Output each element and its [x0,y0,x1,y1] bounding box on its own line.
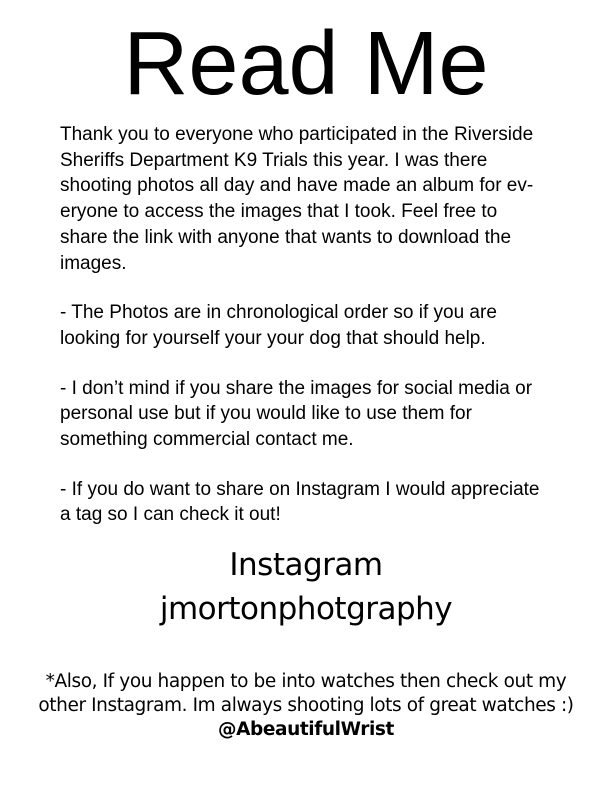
body-text [60,122,605,528]
text-line: something commercial contact me. [60,429,354,451]
text-line: share the link with anyone that wants to download the [60,226,512,248]
text-line: images. [60,252,127,274]
text-line: shooting photos all day and have made an album for ev- [60,175,534,197]
text-line: - I don’t mind if you share the images for social media or [60,377,533,399]
bullet-usage [60,376,605,453]
text-line: - The Photos are in chronological order so if you are [60,302,497,324]
instagram-block [0,543,612,631]
bullet-chronological [60,300,605,351]
watches-handle: @AbeautifulWrist [217,719,394,740]
watches-note [0,670,612,742]
text-line: eryone to access the images that I took. Feel free to [60,201,498,223]
instagram-handle: jmortonphotgraphy [159,591,453,627]
text-line: Thank you to everyone who participated in the Riverside [60,124,534,145]
page-title: Read Me [123,14,489,114]
text-line: looking for yourself your your dog that should help. [60,327,486,349]
text-line: personal use but if you would like to use them for [60,403,472,425]
note-line: other Instagram. Im always shooting lots of great watches :) [38,695,574,716]
text-line: a tag so I can check it out! [60,504,281,526]
note-line: *Also, If you happen to be into watches then check out my [45,671,567,692]
bullet-instagram-tag [60,477,605,528]
text-line: - If you do want to share on Instagram I would appreciate [60,478,540,500]
instagram-label: Instagram [229,547,383,583]
intro-paragraph [60,122,605,276]
text-line: Sheriffs Department K9 Trials this year. I was there [60,149,488,171]
